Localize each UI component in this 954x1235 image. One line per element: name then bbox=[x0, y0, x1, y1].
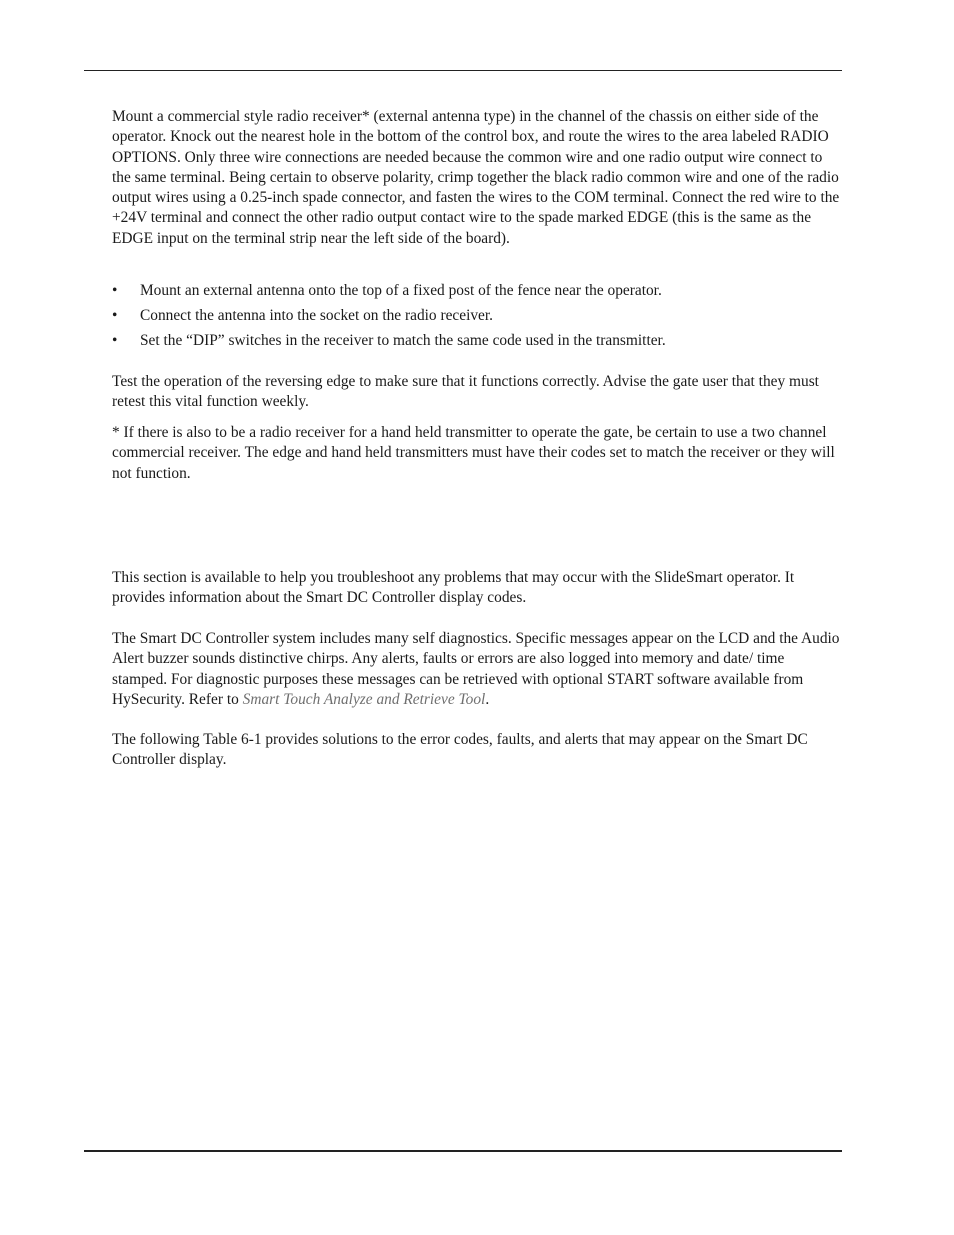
receiver-footnote: * If there is also to be a radio receiver for a hand held transmitter to operate the gate, be certain to use a two channel commercial receiver. The edge and hand held transmitters must have their codes set to match the receiver or they will not function. bbox=[112, 424, 835, 482]
list-item-text: Set the “DIP” switches in the receiver to match the same code used in the transmitter. bbox=[140, 332, 666, 349]
list-item bbox=[112, 331, 840, 356]
table-reference-paragraph: The following Table 6-1 provides solutions to the error codes, faults, and alerts that may appear on the Smart DC Controller display. bbox=[112, 731, 808, 769]
smart-touch-tool-link[interactable]: Smart Touch Analyze and Retrieve Tool bbox=[242, 690, 486, 708]
footer-rule bbox=[84, 1150, 842, 1152]
antenna-steps-list bbox=[112, 281, 840, 356]
radio-receiver-paragraph: Mount a commercial style radio receiver* (external antenna type) in the channel of the chassis on either side of the operator. Knock out the nearest hole in the bottom of the control box, and route the wires to the area labeled RADIO OPTIONS. Only three wire connections are needed because the common wire and one radio output wire connect to the same terminal. Being certain to observe polarity, crimp together the black radio common wire and one of the radio output wires using a 0.25-inch spade connector, and fasten the wires to the COM terminal. Connect the red wire to the +24V terminal and connect the other radio output contact wire to the spade marked EDGE (this is the same as the EDGE input on the terminal strip near the left side of the board). bbox=[112, 108, 840, 247]
diagnostics-period: . bbox=[485, 690, 490, 708]
diagnostics-paragraph bbox=[112, 629, 840, 710]
bullet-icon: • bbox=[112, 332, 118, 349]
reversing-edge-test-paragraph: Test the operation of the reversing edge to make sure that it functions correctly. Advise the gate user that they must retest this vital function weekly. bbox=[112, 373, 819, 411]
header-rule bbox=[84, 70, 842, 71]
troubleshooting-intro-paragraph: This section is available to help you troubleshoot any problems that may occur with the SlideSmart operator. It provides information about the Smart DC Controller display codes. bbox=[112, 569, 795, 607]
list-item bbox=[112, 306, 840, 331]
list-item-text: Mount an external antenna onto the top of a fixed post of the fence near the operator. bbox=[140, 282, 662, 299]
diagnostics-text: The Smart DC Controller system includes many self diagnostics. Specific messages appear on the LCD and the Audio Alert buzzer sounds distinctive chirps. Any alerts, faults or errors are also logged into memory and date/ time stamped. For diagnostic purposes these messages can be retrieved with optional START software available from HySecurity. Refer to bbox=[112, 630, 840, 708]
bullet-icon: • bbox=[112, 282, 118, 299]
list-item-text: Connect the antenna into the socket on the radio receiver. bbox=[140, 307, 493, 324]
bullet-icon: • bbox=[112, 307, 118, 324]
list-item bbox=[112, 281, 840, 306]
